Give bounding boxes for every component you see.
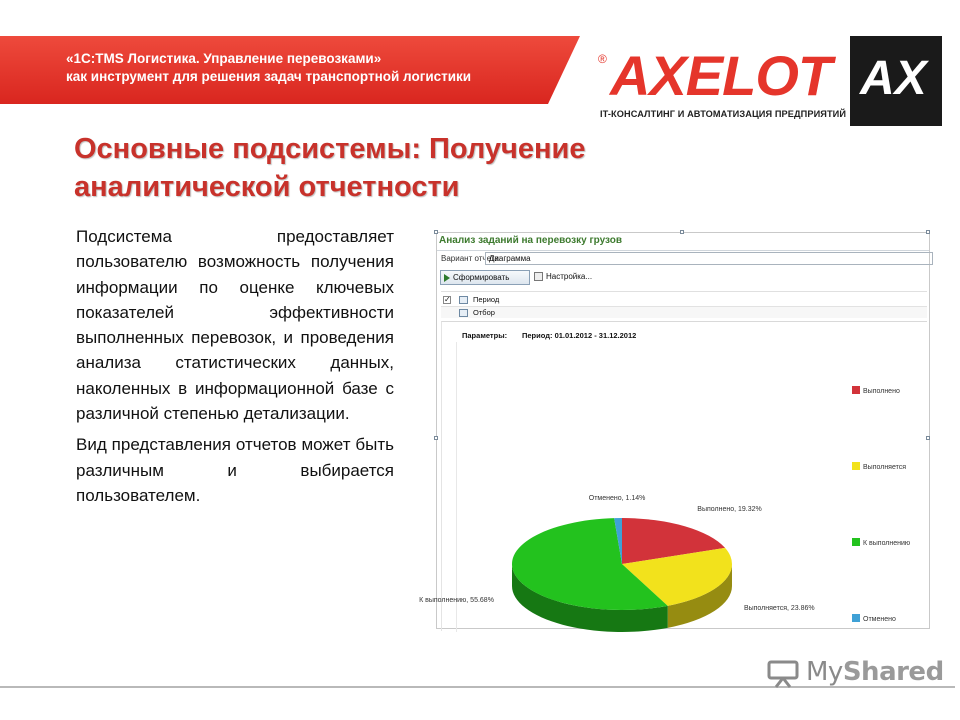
- axelot-logo: [598, 36, 943, 126]
- logo-tagline: IT-КОНСАЛТИНГ И АВТОМАТИЗАЦИЯ ПРЕДПРИЯТИЙ: [600, 109, 847, 119]
- slide-title: [74, 130, 694, 206]
- params-value: Период: 01.01.2012 - 31.12.2012: [522, 331, 637, 340]
- banner-line-2: как инструмент для решения задач транспортной логистики: [66, 69, 472, 84]
- period-checkbox[interactable]: [443, 296, 451, 304]
- body-paragraph-2: Вид представления отчетов может быть различным и выбирается пользователем.: [76, 435, 394, 505]
- banner-line-1: «1С:TMS Логистика. Управление перевозками»: [66, 51, 382, 66]
- play-icon: [444, 274, 450, 282]
- report-area: [419, 321, 927, 631]
- pie-label-1: Выполняется, 23.86%: [743, 605, 815, 613]
- filter-label-period: Период: [473, 295, 500, 304]
- filter-row-selection[interactable]: [441, 306, 927, 318]
- variant-field[interactable]: Диаграмма: [485, 252, 933, 265]
- title-line-2: аналитической отчетности: [74, 171, 460, 203]
- resize-handle[interactable]: [926, 230, 930, 234]
- filter-icon: [459, 309, 468, 317]
- banner-text: [66, 50, 471, 86]
- legend-label-0: Выполнено: [863, 388, 900, 395]
- body-paragraph-1: Подсистема предоставляет пользователю возможность получения информации по оценке ключевых показателей эффективности выполненных перевозок, и проведения анализа статистических данных, наколенных в информационной базе с различной степенью детализации.: [76, 227, 394, 424]
- pie-chart: [442, 322, 928, 632]
- generate-button-label: Сформировать: [453, 273, 510, 282]
- watermark-text: [806, 657, 944, 687]
- generate-button[interactable]: [440, 270, 530, 285]
- filter-row-period[interactable]: [441, 294, 927, 306]
- legend-item-0: [852, 386, 900, 395]
- legend-swatch-0: [852, 386, 860, 394]
- legend-item-3: [852, 614, 896, 623]
- title-divider: [437, 250, 929, 251]
- legend-label-3: Отменено: [863, 616, 896, 623]
- settings-button-label: Настройка...: [546, 272, 593, 281]
- registered-mark: ®: [598, 52, 607, 66]
- legend-swatch-3: [852, 614, 860, 622]
- body-text: [76, 224, 394, 508]
- settings-icon: [534, 272, 543, 281]
- header-banner: [0, 36, 580, 104]
- watermark-shared: Shared: [842, 657, 944, 687]
- legend-swatch-1: [852, 462, 860, 470]
- report-window: [419, 232, 930, 629]
- filter-list: [441, 291, 927, 317]
- pie-label-0: Выполнено, 19.32%: [697, 506, 762, 514]
- presentation-icon: [766, 658, 802, 688]
- report-toolbar: [437, 269, 929, 287]
- pie-label-2: К выполнению, 55.68%: [419, 596, 494, 604]
- legend-item-2: [852, 538, 910, 547]
- pie-label-3: Отменено, 1.14%: [588, 495, 646, 503]
- title-line-1: Основные подсистемы: Получение: [74, 133, 586, 165]
- legend-swatch-2: [852, 538, 860, 546]
- variant-label: Вариант отчета:: [441, 254, 501, 263]
- logo-wordmark: AXELOT: [610, 44, 832, 107]
- calendar-icon: [459, 296, 468, 304]
- myshared-watermark: [766, 656, 944, 688]
- resize-handle[interactable]: [680, 230, 684, 234]
- legend-label-2: К выполнению: [863, 540, 911, 547]
- params-label: Параметры:: [462, 331, 508, 340]
- logo-box-letters: AX: [860, 52, 927, 105]
- report-window-title: Анализ заданий на перевозку грузов: [439, 235, 623, 246]
- legend-label-1: Выполняется: [863, 464, 907, 471]
- resize-handle[interactable]: [434, 436, 438, 440]
- resize-handle[interactable]: [434, 230, 438, 234]
- settings-button[interactable]: [534, 270, 592, 285]
- logo-box: [850, 36, 942, 126]
- watermark-my: My: [806, 657, 843, 687]
- filter-label-selection: Отбор: [473, 308, 495, 317]
- resize-handle[interactable]: [926, 436, 930, 440]
- legend-item-1: [852, 462, 906, 471]
